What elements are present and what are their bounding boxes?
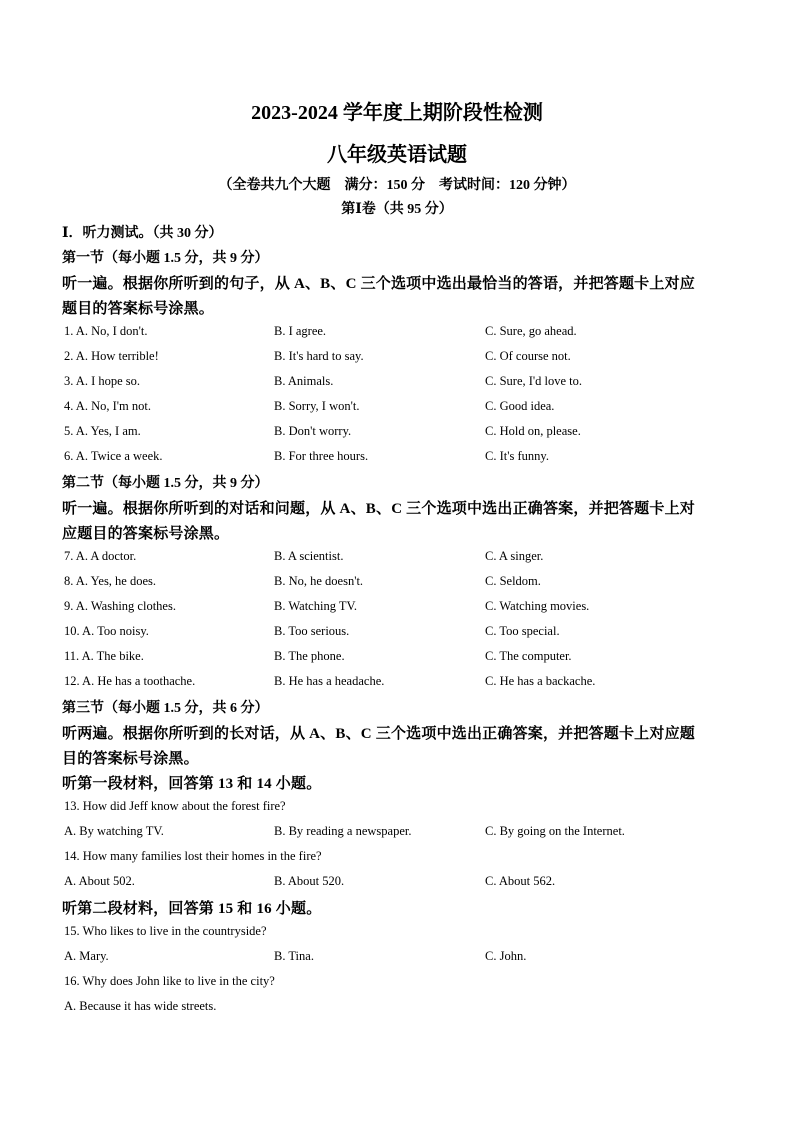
option-c: C. By going on the Internet. bbox=[485, 824, 625, 838]
material-2-heading: 听第二段材料，回答第 15 和 16 小题。 bbox=[62, 901, 322, 917]
option-a: 6. A. Twice a week. bbox=[64, 449, 163, 463]
part3-instruction-cont: 目的答案标号涂黑。 bbox=[62, 751, 199, 767]
option-b: B. A scientist. bbox=[274, 549, 344, 563]
option-b: B. Watching TV. bbox=[274, 599, 358, 613]
option-a: 2. A. How terrible! bbox=[64, 349, 159, 363]
option-a: A. Because it has wide streets. bbox=[64, 999, 217, 1013]
option-b: B. Tina. bbox=[274, 949, 314, 963]
option-b: B. It's hard to say. bbox=[274, 349, 364, 363]
option-b: B. No, he doesn't. bbox=[274, 574, 364, 588]
option-c: C. Good idea. bbox=[485, 399, 555, 413]
option-a: A. About 502. bbox=[64, 874, 135, 888]
section-heading: Ⅰ．听力测试。（共 30 分） bbox=[62, 226, 223, 241]
part2-heading: 第二节（每小题 1.5 分，共 9 分） bbox=[62, 476, 269, 491]
option-a: 4. A. No, I'm not. bbox=[64, 399, 151, 413]
option-c: C. He has a backache. bbox=[485, 674, 596, 688]
part2-instruction-cont: 应题目的答案标号涂黑。 bbox=[62, 526, 230, 542]
option-b: B. Don't worry. bbox=[274, 424, 352, 438]
option-c: C. A singer. bbox=[485, 549, 544, 563]
option-a: 11. A. The bike. bbox=[64, 649, 144, 663]
option-a: 8. A. Yes, he does. bbox=[64, 574, 157, 588]
part1-instruction-cont: 题目的答案标号涂黑。 bbox=[62, 301, 215, 317]
part1-instruction: 听一遍。根据你所听到的句子，从 A、B、C 三个选项中选出最恰当的答语，并把答题卡上对应 bbox=[62, 276, 695, 292]
exam-subject: 八年级英语试题 bbox=[327, 144, 467, 166]
option-c: C. About 562. bbox=[485, 874, 556, 888]
question-16: 16. Why does John like to live in the city? bbox=[64, 974, 275, 988]
option-b: B. The phone. bbox=[274, 649, 345, 663]
option-a: A. By watching TV. bbox=[64, 824, 164, 838]
option-c: C. Too special. bbox=[485, 624, 560, 638]
part1-heading: 第一节（每小题 1.5 分，共 9 分） bbox=[62, 251, 269, 266]
option-a: 10. A. Too noisy. bbox=[64, 624, 149, 638]
option-a: 5. A. Yes, I am. bbox=[64, 424, 141, 438]
option-b: B. Too serious. bbox=[274, 624, 350, 638]
volume-heading: 第Ⅰ卷（共 95 分） bbox=[341, 202, 453, 217]
part3-instruction: 听两遍。根据你所听到的长对话，从 A、B、C 三个选项中选出正确答案，并把答题卡上对应题 bbox=[62, 726, 695, 742]
option-c: C. John. bbox=[485, 949, 527, 963]
option-a: 9. A. Washing clothes. bbox=[64, 599, 176, 613]
option-b: B. He has a headache. bbox=[274, 674, 385, 688]
option-c: C. Of course not. bbox=[485, 349, 571, 363]
option-c: C. The computer. bbox=[485, 649, 572, 663]
option-b: B. Sorry, I won't. bbox=[274, 399, 360, 413]
part3-heading: 第三节（每小题 1.5 分，共 6 分） bbox=[62, 701, 269, 716]
exam-meta: （全卷共九个大题 满分：150 分 考试时间：120 分钟） bbox=[218, 178, 576, 193]
option-a: 3. A. I hope so. bbox=[64, 374, 141, 388]
question-15: 15. Who likes to live in the countryside? bbox=[64, 924, 267, 938]
option-c: C. Hold on, please. bbox=[485, 424, 581, 438]
question-13: 13. How did Jeff know about the forest fire? bbox=[64, 799, 286, 813]
exam-title: 2023-2024 学年度上期阶段性检测 bbox=[251, 102, 543, 124]
option-b: B. Animals. bbox=[274, 374, 334, 388]
option-a: 1. A. No, I don't. bbox=[64, 324, 148, 338]
material-1-heading: 听第一段材料，回答第 13 和 14 小题。 bbox=[62, 776, 322, 792]
option-c: C. It's funny. bbox=[485, 449, 549, 463]
option-c: C. Seldom. bbox=[485, 574, 541, 588]
option-b: B. I agree. bbox=[274, 324, 327, 338]
question-14: 14. How many families lost their homes in the fire? bbox=[64, 849, 322, 863]
option-b: B. About 520. bbox=[274, 874, 345, 888]
option-a: 12. A. He has a toothache. bbox=[64, 674, 196, 688]
option-c: C. Watching movies. bbox=[485, 599, 590, 613]
option-c: C. Sure, I'd love to. bbox=[485, 374, 583, 388]
option-c: C. Sure, go ahead. bbox=[485, 324, 577, 338]
option-a: 7. A. A doctor. bbox=[64, 549, 137, 563]
option-b: B. By reading a newspaper. bbox=[274, 824, 412, 838]
option-b: B. For three hours. bbox=[274, 449, 369, 463]
part2-instruction: 听一遍。根据你所听到的对话和问题，从 A、B、C 三个选项中选出正确答案，并把答题卡上对 bbox=[62, 501, 695, 517]
option-a: A. Mary. bbox=[64, 949, 109, 963]
